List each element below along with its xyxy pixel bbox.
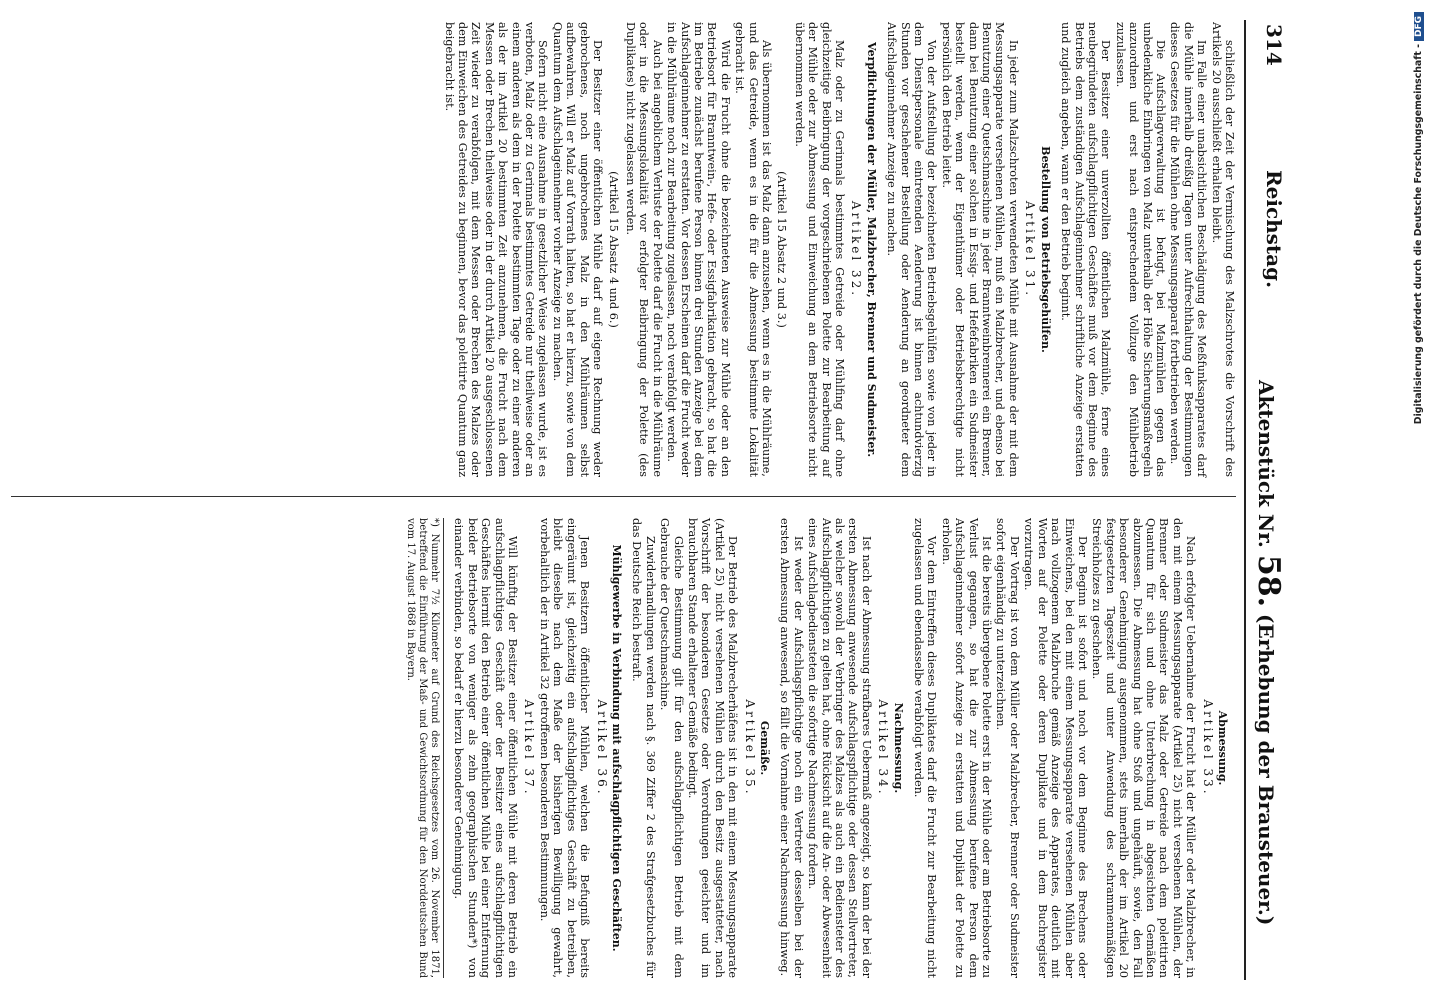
digitization-text: Digitalisierung gefördert durch die Deutsche Forschungsgemeinschaft - bbox=[1413, 44, 1424, 425]
paragraph: Wird die Frucht ohne die bezeichneten Ausweise zur Mühle oder an den Betriebsort für Branntwein-, Hefe- oder Essigfabrikation gebracht, so hat die im Betriebe zunächst berufene Person binnen drei Stunden Anzeige bei dem Aufschlageinnehmer zu erstatten. Vor dessen Erscheinen darf die Frucht weder in die Mühlräume noch zur Bearbeitung zugelassen, noch verabfolgt werden. bbox=[665, 22, 732, 477]
article-heading: Artikel 31. bbox=[1023, 200, 1038, 299]
section-heading: Bestellung von Betriebsgehülfen. bbox=[1038, 146, 1052, 353]
document-title bbox=[1251, 380, 1286, 925]
section-heading: Verpflichtungen der Müller, Malzbrecher, Brenner und Sudmeister. bbox=[864, 41, 878, 458]
article-heading: Artikel 33. bbox=[1200, 699, 1215, 797]
right-column bbox=[404, 518, 1236, 978]
article-reference: (Artikel 15 Absatz 4 und 6.) bbox=[606, 171, 620, 328]
paragraph: Die Aufschlagverwaltung ist befugt, bei Malzmühlen gegen das unbedenkliche Einbringen von Malz unterhalb der Höhe Sicherungsmaßregeln anzuordnen und erst nach entsprechendem Vollzuge den Mühlbetrieb zuzulassen. bbox=[1113, 22, 1167, 477]
section-heading: Abmessung. bbox=[1216, 710, 1229, 786]
section-heading: Nachmessung. bbox=[891, 702, 905, 794]
paragraph: Auch bei angeblichem Verluste der Polette darf die Frucht in die Mühlräume oder in die Messungslokalität vor erfolgter Beibringung der Polette (des Duplikates) nicht zugelassen werden. bbox=[623, 22, 664, 477]
article-heading: Artikel 36. bbox=[594, 699, 609, 797]
paragraph: Ist weder der Aufschlagspflichtige noch ein Vertreter desselben bei der ersten Abmessung anwesend, so fällt die Vornahme einer Nachmessung hinweg. bbox=[778, 518, 805, 978]
paragraph: Ist nach der Abmessung strafbares Uebermaß angezeigt, so kann der bei der ersten Abmessung anwesende Aufschlagspflichtige oder dessen Stellvertreter, als welcher sowohl der Verbringer des Malzes als auch ein Bediensteter des Aufschlagpflichtigen zu gelten hat, ohne Rücksicht auf die An- oder Abwesenheit eines Aufschlagbediensteten die sofortige Nachmessung fordern. bbox=[806, 518, 873, 978]
paragraph: In jeder zum Malzschroten verwendeten Mühle mit Ausnahme der mit dem Messungsapparate versehenen Mühlen, muß ein Malzbrecher, und ebenso bei Benutzung einer Quetschmaschine in jeder Branntweinbrennerei ein Brenner, dann bei Benutzung einer solchen in Essig- und Hefefabriken ein Sudmeister bestellt werden, wenn der Eigenthümer oder Betriebsberechtigte nicht persönlich den Betrieb leitet. bbox=[939, 22, 1020, 477]
topic: (Erhebung der Brausteuer.) bbox=[1254, 614, 1278, 926]
paragraph: schließlich der Zeit der Vermischung des Malzschrotes die Vorschrift des Artikels 20 ausschließt erhalten bleibt. bbox=[1209, 22, 1236, 477]
piece-no-label: Nr. bbox=[1254, 513, 1278, 548]
article-heading: Artikel 35. bbox=[742, 699, 757, 797]
page-header bbox=[1252, 20, 1286, 980]
column-divider bbox=[11, 496, 1236, 497]
digitization-note bbox=[1412, 12, 1430, 988]
article-heading: Artikel 37. bbox=[522, 699, 537, 797]
article-heading: Artikel 32. bbox=[849, 200, 864, 299]
piece-prefix: Aktenstück bbox=[1254, 380, 1278, 507]
paragraph: Will künftig der Besitzer einer öffentlichen Mühle mit deren Betrieb ein aufschlagpflichtiges Geschäft oder der Besitzer eines aufschlagpflichtigen Geschäftes hiermit den Betrieb einer öffentlichen Mühle bei einer Entfernung beider Betriebsorte von weniger als zehn geographischen Stunden*) von einander verbinden, so bedarf er hierzu besonderer Genehmigung. bbox=[452, 518, 520, 978]
paragraph: Nach erfolgter Uebernahme der Frucht hat der Müller oder Malzbrecher, in den mit einem Messungsapparate (Artikel 25) nicht versehenen Mühlen, der Brenner oder Sudmeister das Malz oder Getreide nach dem polettirten Quantum für sich und ohne Unterbrechung in abgesichten Gemäßen abzumessen. Die Abmessung hat ohne Stoß und ungehäuft, sowie, den Fall besonderer Genehmigung ausgenommen, stets innerhalb der im Artikel 20 festgesetzten Tageszeit und unter Anwendung des schrammenmäßigen Streichholzes zu geschehen. bbox=[1090, 518, 1198, 978]
footnote: *) Nunmehr 7½ Kilometer auf Grund des Reichsgesetzes vom 26. November 1871, betreffend die Einführung der Maß- und Gewichtsordnung für den Norddeutschen Bund vom 17. August 1868 in Bayern. bbox=[404, 518, 444, 978]
paragraph: Gleiche Bestimmung gilt für den aufschlagpflichtigen Betrieb mit dem Gebrauche der Quetschmaschine. bbox=[658, 518, 685, 978]
paragraph: Ist die bereits übergebene Polette erst in der Mühle oder am Betriebsorte zu Verlust gegangen, so hat die zur Abmessung berufene Person dem Aufschlageinnehmer sofort Anzeige zu erstatten und Duplikat der Polette zu erholen. bbox=[939, 518, 994, 978]
left-column bbox=[441, 22, 1236, 477]
paragraph: Malz oder zu Gerinnals bestimmtes Getreide oder Mühlfing darf ohne gleichzeitige Beibringung der vorgeschriebenen Polette zur Bearbeitung auf der Mühle oder zur Abmessung und Einweichung an dem Betriebsorte nicht übernommen werden. bbox=[792, 22, 847, 477]
paragraph: Zuwiderhandlungen werden nach §. 369 Ziffer 2 des Strafgesetzbuches für das Deutsche Reich bestraft. bbox=[630, 518, 657, 978]
paragraph: Von der Aufstellung der bezeichneten Betriebsgehülfen sowie von jeder in dem Dienstpersonale eintretenden Aenderung ist binnen achtundvierzig Stunden vor geschehener Bestellung oder Aenderung an geordneter dem Aufschlageinnehmer Anzeige zu machen. bbox=[885, 22, 939, 477]
dfg-logo: DFG bbox=[1414, 12, 1424, 41]
paragraph: Vor dem Eintreffen dieses Duplikates darf die Frucht zur Bearbeitung nicht zugelassen und ebendasselbe verabfolgt werden. bbox=[912, 518, 939, 978]
paragraph: Der Besitzer einer unverzollten öffentlichen Malzmühle, ferne eines neubegründeten aufschlagpflichtigen Geschäftes muß vor dem Beginne des Betriebs dem zuständigen Aufschlageinnehmer schriftliche Anzeige erstatten und zugleich angeben, wann er den Betrieb beginnt. bbox=[1059, 22, 1113, 477]
section-heading: Mühlgewerbe in Verbindung mit aufschlagpflichtigen Geschäften. bbox=[609, 544, 623, 952]
paragraph: Der Besitzer einer öffentlichen Mühle darf auf eigene Rechnung weder gebrochenes, noch ungebrochenes Malz in den Mühlräumen selbst aufbewahren. Will er Malz auf Vorrath halten, so hat er hierzu, sowie von dem Quantum dem Aufschlageinnehmer vorher Anzeige zu machen. bbox=[550, 22, 605, 477]
article-reference: (Artikel 15 Absatz 2 und 3.) bbox=[775, 171, 789, 328]
running-title: Reichstag. bbox=[1262, 170, 1286, 289]
page-number: 314 bbox=[1262, 24, 1286, 66]
section-heading: Gemäße. bbox=[758, 720, 771, 776]
paragraph: Der Vortrag ist von dem Müller oder Malzbrecher, Brenner oder Sudmeister sofort eigenhändig zu unterzeichnen. bbox=[994, 518, 1021, 978]
header-rule bbox=[1244, 20, 1246, 980]
article-heading: Artikel 34. bbox=[876, 699, 891, 797]
paragraph: Der Beginn ist sofort und noch vor dem Beginne des Brechens oder Einweichens, bei den mit einem Messungsapparate versehenen Mühlen aber nach vollzogenem Malzbruche gemäß Anzeige des Apparates, deutlich mit Worten auf der Polette oder deren Duplikate und in dem Buchregister vorzutragen. bbox=[1022, 518, 1089, 978]
piece-number: 58. bbox=[1251, 554, 1286, 608]
paragraph: Sofern nicht eine Ausnahme in gesetzlicher Weise zugelassen wurde, ist es verboten, Malz oder zu Gerinnals bestimmtes Getreide nur theilweise oder an einem anderen als dem in der Polette bestimmten Tage oder zu einer anderen als der im Artikel 20 bestimmten Zeit anzunehmen, die Frucht nach dem Messen oder Brechen theilweise oder in der durch Artikel 20 ausgeschlossenen Zeit wieder zu verabfolgen, mit dem Messen oder Brechen des Malzes oder dem Einweichen des Getreides zu beginnen, bevor das polettirte Quantum ganz beigebracht ist. bbox=[442, 22, 550, 477]
paragraph: Als übernommen ist das Malz dann anzusehen, wenn es in die Mühlräume, und das Getreide, wenn es in die für die Abmessung bestimmte Lokalität gebracht ist. bbox=[733, 22, 773, 477]
paragraph: Im Falle einer unabsichtlichen Beschädigung des Meßfunksapparates darf die Mühle innerhalb dreißig Tagen unter Aufrechthaltung der Bestimmungen dieses Gesetzes für die Mühlen ohne Messungsapparat fortbetrieben werden. bbox=[1168, 22, 1209, 477]
paragraph: Der Betrieb des Malzbrecherhäfens ist in den mit einem Messungsapparate (Artikel 25) nicht versehenen Mühlen durch den Besitz ausgestatteter, nach Vorschrift der besonderen Gesetze oder Verordnungen geeichter und im brauchbaren Stande erhaltener Gemäße bedingt. bbox=[685, 518, 740, 978]
paragraph: Jenen Besitzern öffentlicher Mühlen, welchen die Befugniß bereits eingeräumt ist, gleichzeitig ein aufschlagpflichtiges Geschäft zu betreiben, bleibt dieselbe nach dem Maße der bisherigen Bewilligung gewahrt, vorbehaltlich der in Artikel 32 getroffenen besonderen Bestimmungen. bbox=[537, 518, 592, 978]
